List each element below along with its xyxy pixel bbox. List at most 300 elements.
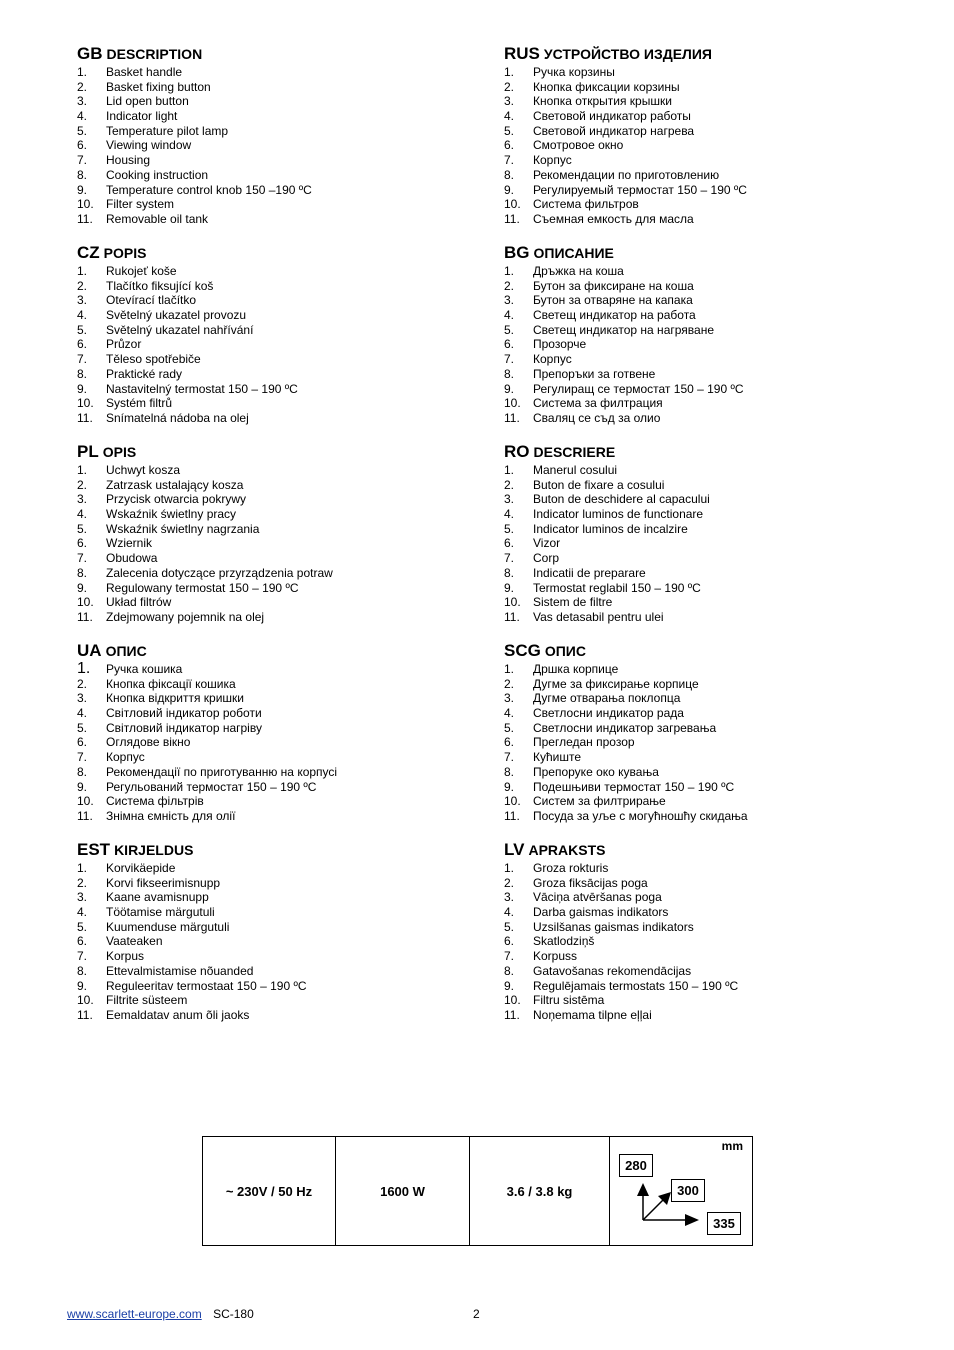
language-code: EST [77, 840, 111, 859]
item-number: 5. [504, 322, 515, 337]
section-heading [504, 641, 904, 661]
list-item [504, 876, 904, 891]
item-number: 2. [77, 278, 88, 293]
item-label: Смотровое окно [533, 138, 624, 153]
item-label: Ручка корзины [533, 65, 615, 79]
section-title: POPIS [103, 245, 147, 261]
list-item [77, 677, 477, 692]
item-number: 6. [504, 536, 515, 551]
item-label: Rukojeť koše [106, 264, 177, 278]
item-number: 1. [504, 264, 515, 278]
item-label: Filtrite süsteem [106, 993, 188, 1008]
item-label: Gatavošanas rekomendācijas [533, 963, 692, 978]
list-item [77, 691, 477, 706]
item-label: Systém filtrů [106, 396, 173, 411]
item-label: Подешњиви термостат 150 – 190 ºC [533, 779, 735, 794]
list-item [77, 890, 477, 905]
item-number: 2. [504, 875, 515, 890]
item-number: 8. [504, 963, 515, 978]
language-code: UA [77, 641, 102, 660]
list-item [77, 794, 477, 809]
item-number: 3. [504, 890, 515, 905]
list-item [504, 677, 904, 692]
item-number: 10. [77, 595, 94, 610]
item-label: Кнопка открытия крышки [533, 94, 672, 109]
item-label: Препоръки за готвене [533, 366, 656, 381]
item-number: 3. [77, 691, 88, 706]
item-label: Система фільтрів [106, 794, 204, 809]
item-number: 7. [504, 551, 515, 566]
list-item [77, 65, 477, 80]
section-heading [77, 442, 477, 462]
list-item [77, 979, 477, 994]
section-cz [77, 243, 477, 442]
item-number: 8. [504, 366, 515, 381]
list-item [77, 138, 477, 153]
item-label: Töötamise märgutuli [106, 905, 215, 920]
item-number: 10. [504, 993, 521, 1008]
item-label: Светещ индикатор на нагряване [533, 322, 714, 337]
item-number: 9. [77, 381, 88, 396]
item-number: 8. [504, 167, 515, 182]
list-item [504, 197, 904, 212]
section-heading [504, 44, 904, 64]
item-number: 3. [504, 492, 515, 507]
list-item [77, 337, 477, 352]
item-label: Regulējamais termostats 150 – 190 ºC [533, 978, 739, 993]
item-label: Zatrzask ustalający kosza [106, 477, 244, 492]
list-item [77, 735, 477, 750]
list-item [504, 507, 904, 522]
list-item [77, 905, 477, 920]
item-label: Знімна ємність для олії [106, 808, 236, 823]
section-bg [504, 243, 904, 442]
item-label: Groza fiksācijas poga [533, 875, 648, 890]
item-label: Vāciņa atvēršanas poga [533, 890, 662, 905]
item-label: Corp [533, 551, 560, 566]
list-item [77, 80, 477, 95]
item-label: Світловий індикатор нагріву [106, 720, 262, 735]
depth-box [671, 1179, 705, 1202]
list-item [77, 279, 477, 294]
item-number: 10. [77, 794, 94, 809]
list-item [77, 492, 477, 507]
section-est [77, 840, 477, 1039]
item-number: 2. [504, 477, 515, 492]
list-item [77, 382, 477, 397]
item-number: 4. [504, 109, 515, 124]
item-number: 4. [504, 706, 515, 721]
item-label: Buton de fixare a cosului [533, 477, 665, 492]
item-number: 2. [77, 875, 88, 890]
section-ro [504, 442, 904, 641]
item-label: Světelný ukazatel provozu [106, 308, 247, 323]
list-item [504, 293, 904, 308]
item-label: Кнопка фиксации корзины [533, 79, 680, 94]
item-number: 2. [77, 79, 88, 94]
item-number: 5. [504, 521, 515, 536]
item-number: 3. [77, 492, 88, 507]
item-label: Groza rokturis [533, 861, 609, 875]
item-label: Uchwyt kosza [106, 463, 181, 477]
item-label: Wskaźnik świetlny pracy [106, 507, 237, 522]
list-item [504, 610, 904, 625]
item-number: 4. [77, 507, 88, 522]
language-code: GB [77, 44, 103, 63]
item-number: 3. [77, 890, 88, 905]
item-number: 9. [77, 182, 88, 197]
item-label: Filter system [106, 197, 175, 212]
item-label: Zalecenia dotyczące przyrządzenia potraw [106, 565, 333, 580]
item-label: Housing [106, 153, 151, 168]
section-title: DESCRIPTION [106, 46, 203, 62]
list-item [504, 920, 904, 935]
list-item [77, 610, 477, 625]
item-number: 1. [504, 662, 515, 676]
item-label: Дршка корпице [533, 662, 619, 676]
list-item [77, 1008, 477, 1023]
item-label: Регулируемый термостат 150 – 190 ºC [533, 182, 747, 197]
item-label: Noņemama tilpne eļļai [533, 1007, 652, 1022]
item-number: 4. [77, 706, 88, 721]
list-item [77, 581, 477, 596]
item-label: Съемная емкость для масла [533, 211, 694, 226]
item-number: 11. [504, 1007, 520, 1022]
item-number: 7. [77, 551, 88, 566]
item-number: 8. [77, 366, 88, 381]
list-item [504, 522, 904, 537]
item-label: Посуда за уље с могућношћу скидања [533, 808, 748, 823]
item-label: Basket handle [106, 65, 183, 79]
item-number: 7. [77, 352, 88, 367]
list-item [77, 706, 477, 721]
list-item [77, 212, 477, 227]
parts-list [77, 264, 477, 426]
list-item [504, 905, 904, 920]
list-item [77, 153, 477, 168]
list-item [504, 1008, 904, 1023]
language-code: LV [504, 840, 525, 859]
list-item [504, 65, 904, 80]
item-label: Temperature pilot lamp [106, 123, 229, 138]
list-item [77, 964, 477, 979]
list-item [77, 463, 477, 478]
section-title: ОПИСАНИЕ [533, 245, 614, 261]
item-label: Korpus [106, 949, 145, 964]
list-item [504, 536, 904, 551]
item-number: 9. [504, 779, 515, 794]
item-label: Регулиращ се термостат 150 – 190 ºC [533, 381, 744, 396]
list-item [77, 551, 477, 566]
item-number: 4. [504, 905, 515, 920]
item-number: 5. [77, 919, 88, 934]
dimensions-cell [610, 1137, 752, 1245]
parts-list [77, 65, 477, 227]
item-label: Рекомендації по приготуванню на корпусі [106, 764, 338, 779]
list-item [77, 197, 477, 212]
item-number: 10. [504, 794, 521, 809]
item-number: 3. [504, 94, 515, 109]
list-item [77, 264, 477, 279]
item-label: Zdejmowany pojemnik na olej [106, 609, 265, 624]
item-label: Систем за филтрирање [533, 794, 666, 809]
item-number: 9. [77, 978, 88, 993]
item-label: Прозорче [533, 337, 587, 352]
list-item [77, 809, 477, 824]
list-item [77, 94, 477, 109]
item-label: Wskaźnik świetlny nagrzania [106, 521, 260, 536]
parts-list [77, 861, 477, 1023]
list-item [77, 308, 477, 323]
item-label: Basket fixing button [106, 79, 211, 94]
item-number: 7. [504, 153, 515, 168]
item-number: 1. [77, 264, 88, 278]
item-number: 8. [77, 565, 88, 580]
list-item [77, 367, 477, 382]
item-number: 11. [77, 410, 93, 425]
power-cell [336, 1137, 470, 1245]
list-item [504, 662, 904, 677]
item-number: 9. [504, 978, 515, 993]
item-number: 8. [77, 764, 88, 779]
item-number: 4. [77, 905, 88, 920]
list-item [77, 861, 477, 876]
height-box [619, 1154, 653, 1177]
left-column [77, 44, 477, 1039]
item-number: 7. [77, 153, 88, 168]
item-label: Lid open button [106, 94, 189, 109]
list-item [504, 566, 904, 581]
item-label: Дръжка на коша [533, 264, 624, 278]
item-number: 5. [77, 720, 88, 735]
list-item [504, 168, 904, 183]
voltage-cell [203, 1137, 336, 1245]
item-number: 4. [504, 308, 515, 323]
section-pl [77, 442, 477, 641]
list-item [504, 279, 904, 294]
item-label: Wziernik [106, 536, 153, 551]
list-item [504, 352, 904, 367]
item-number: 5. [77, 521, 88, 536]
list-item [504, 691, 904, 706]
item-number: 6. [504, 337, 515, 352]
list-item [504, 721, 904, 736]
list-item [77, 765, 477, 780]
power-value: 1600 W [380, 1183, 425, 1199]
item-label: Nastavitelný termostat 150 – 190 ºC [106, 381, 298, 396]
item-label: Сваляц се съд за олио [533, 410, 661, 425]
item-number: 3. [504, 293, 515, 308]
list-item [504, 478, 904, 493]
list-item [77, 920, 477, 935]
website-link[interactable]: www.scarlett-europe.com [67, 1307, 202, 1321]
item-number: 10. [504, 396, 521, 411]
item-number: 1. [77, 861, 88, 875]
item-number: 9. [504, 381, 515, 396]
item-number: 2. [77, 477, 88, 492]
list-item [504, 94, 904, 109]
section-title: APRAKSTS [528, 842, 606, 858]
width-value: 335 [713, 1216, 735, 1231]
item-number: 1. [504, 861, 515, 875]
list-item [77, 536, 477, 551]
list-item [504, 964, 904, 979]
page-number: 2 [473, 1307, 480, 1321]
item-number: 6. [77, 934, 88, 949]
language-code: CZ [77, 243, 100, 262]
item-number: 10. [77, 396, 94, 411]
section-heading [504, 840, 904, 860]
item-label: Светещ индикатор на работа [533, 308, 696, 323]
item-number: 8. [504, 565, 515, 580]
item-label: Snímatelná nádoba na olej [106, 410, 249, 425]
item-number: 1. [77, 660, 91, 677]
item-number: 1. [504, 463, 515, 477]
item-number: 10. [504, 197, 521, 212]
item-number: 9. [504, 182, 515, 197]
item-label: Регульований термостат 150 – 190 ºC [106, 779, 317, 794]
list-item [504, 80, 904, 95]
list-item [77, 949, 477, 964]
language-code: RUS [504, 44, 540, 63]
item-label: Tlačítko fiksující koš [106, 278, 214, 293]
item-number: 8. [77, 167, 88, 182]
list-item [77, 750, 477, 765]
item-label: Buton de deschidere al capacului [533, 492, 710, 507]
item-label: Skatlodziņš [533, 934, 595, 949]
item-label: Ettevalmistamise nõuanded [106, 963, 254, 978]
item-number: 6. [504, 934, 515, 949]
list-item [77, 293, 477, 308]
language-code: BG [504, 243, 530, 262]
item-number: 3. [504, 691, 515, 706]
section-title: ОПИС [105, 643, 147, 659]
item-label: Дугме отварања поклопца [533, 691, 681, 706]
footer-left [67, 1307, 254, 1321]
language-code: PL [77, 442, 99, 461]
voltage-value: ~ 230V / 50 Hz [225, 1183, 313, 1199]
item-number: 7. [504, 352, 515, 367]
item-number: 6. [77, 337, 88, 352]
section-heading [77, 44, 477, 64]
list-item [504, 212, 904, 227]
section-title: KIRJELDUS [114, 842, 194, 858]
item-number: 6. [77, 735, 88, 750]
list-item [77, 507, 477, 522]
height-value: 280 [625, 1158, 647, 1173]
list-item [504, 463, 904, 478]
item-label: Termostat reglabil 150 – 190 ºC [533, 580, 701, 595]
item-number: 9. [504, 580, 515, 595]
item-label: Корпус [106, 750, 145, 765]
list-item [504, 993, 904, 1008]
list-item [504, 706, 904, 721]
list-item [504, 411, 904, 426]
item-label: Otevírací tlačítko [106, 293, 197, 308]
list-item [77, 566, 477, 581]
item-label: Бутон за фиксиране на коша [533, 278, 694, 293]
list-item [504, 492, 904, 507]
list-item [504, 595, 904, 610]
item-number: 3. [77, 94, 88, 109]
item-label: Ручка кошика [106, 662, 183, 676]
item-number: 4. [77, 109, 88, 124]
list-item [77, 993, 477, 1008]
right-column [504, 44, 904, 1039]
list-item [504, 809, 904, 824]
item-label: Оглядове вікно [106, 735, 191, 750]
list-item [504, 323, 904, 338]
list-item [77, 934, 477, 949]
item-label: Viewing window [106, 138, 192, 153]
item-label: Indicator luminos de incalzire [533, 521, 688, 536]
parts-list [504, 662, 904, 824]
item-number: 9. [77, 779, 88, 794]
section-heading [77, 641, 477, 661]
list-item [77, 662, 477, 677]
section-heading [504, 442, 904, 462]
list-item [504, 264, 904, 279]
item-number: 9. [77, 580, 88, 595]
item-number: 11. [77, 609, 93, 624]
list-item [77, 411, 477, 426]
list-item [504, 551, 904, 566]
item-label: Kuumenduse märgutuli [106, 919, 230, 934]
item-number: 6. [77, 138, 88, 153]
item-number: 11. [77, 211, 93, 226]
list-item [504, 861, 904, 876]
section-title: ОПИС [544, 643, 586, 659]
item-number: 2. [504, 79, 515, 94]
item-label: Removable oil tank [106, 211, 209, 226]
section-ua [77, 641, 477, 840]
item-label: Корпус [533, 153, 572, 168]
list-item [504, 138, 904, 153]
list-item [504, 367, 904, 382]
item-label: Uzsilšanas gaismas indikators [533, 919, 694, 934]
item-label: Кнопка фіксації кошика [106, 676, 236, 691]
dimensions-unit: mm [721, 1139, 743, 1153]
item-number: 1. [504, 65, 515, 79]
section-heading [504, 243, 904, 263]
parts-list [77, 463, 477, 625]
item-label: Cooking instruction [106, 167, 209, 182]
section-heading [77, 840, 477, 860]
item-label: Korvi fikseerimisnupp [106, 875, 221, 890]
item-label: Световой индикатор работы [533, 109, 691, 124]
item-label: Korpuss [533, 949, 578, 964]
item-label: Světelný ukazatel nahřívání [106, 322, 254, 337]
section-title: УСТРОЙСТВО ИЗДЕЛИЯ [543, 46, 712, 62]
item-label: Vas detasabil pentru ulei [533, 609, 664, 624]
item-number: 5. [77, 123, 88, 138]
item-label: Рекомендации по приготовлению [533, 167, 720, 182]
parts-list [504, 264, 904, 426]
item-label: Светлосни индикатор рада [533, 706, 684, 721]
language-code: SCG [504, 641, 541, 660]
list-item [504, 765, 904, 780]
item-number: 10. [77, 197, 94, 212]
item-number: 5. [504, 720, 515, 735]
section-scg [504, 641, 904, 840]
section-heading [77, 243, 477, 263]
weight-value: 3.6 / 3.8 kg [506, 1183, 573, 1199]
list-item [77, 595, 477, 610]
item-number: 1. [77, 463, 88, 477]
list-item [77, 876, 477, 891]
item-number: 2. [504, 676, 515, 691]
depth-value: 300 [677, 1183, 699, 1198]
